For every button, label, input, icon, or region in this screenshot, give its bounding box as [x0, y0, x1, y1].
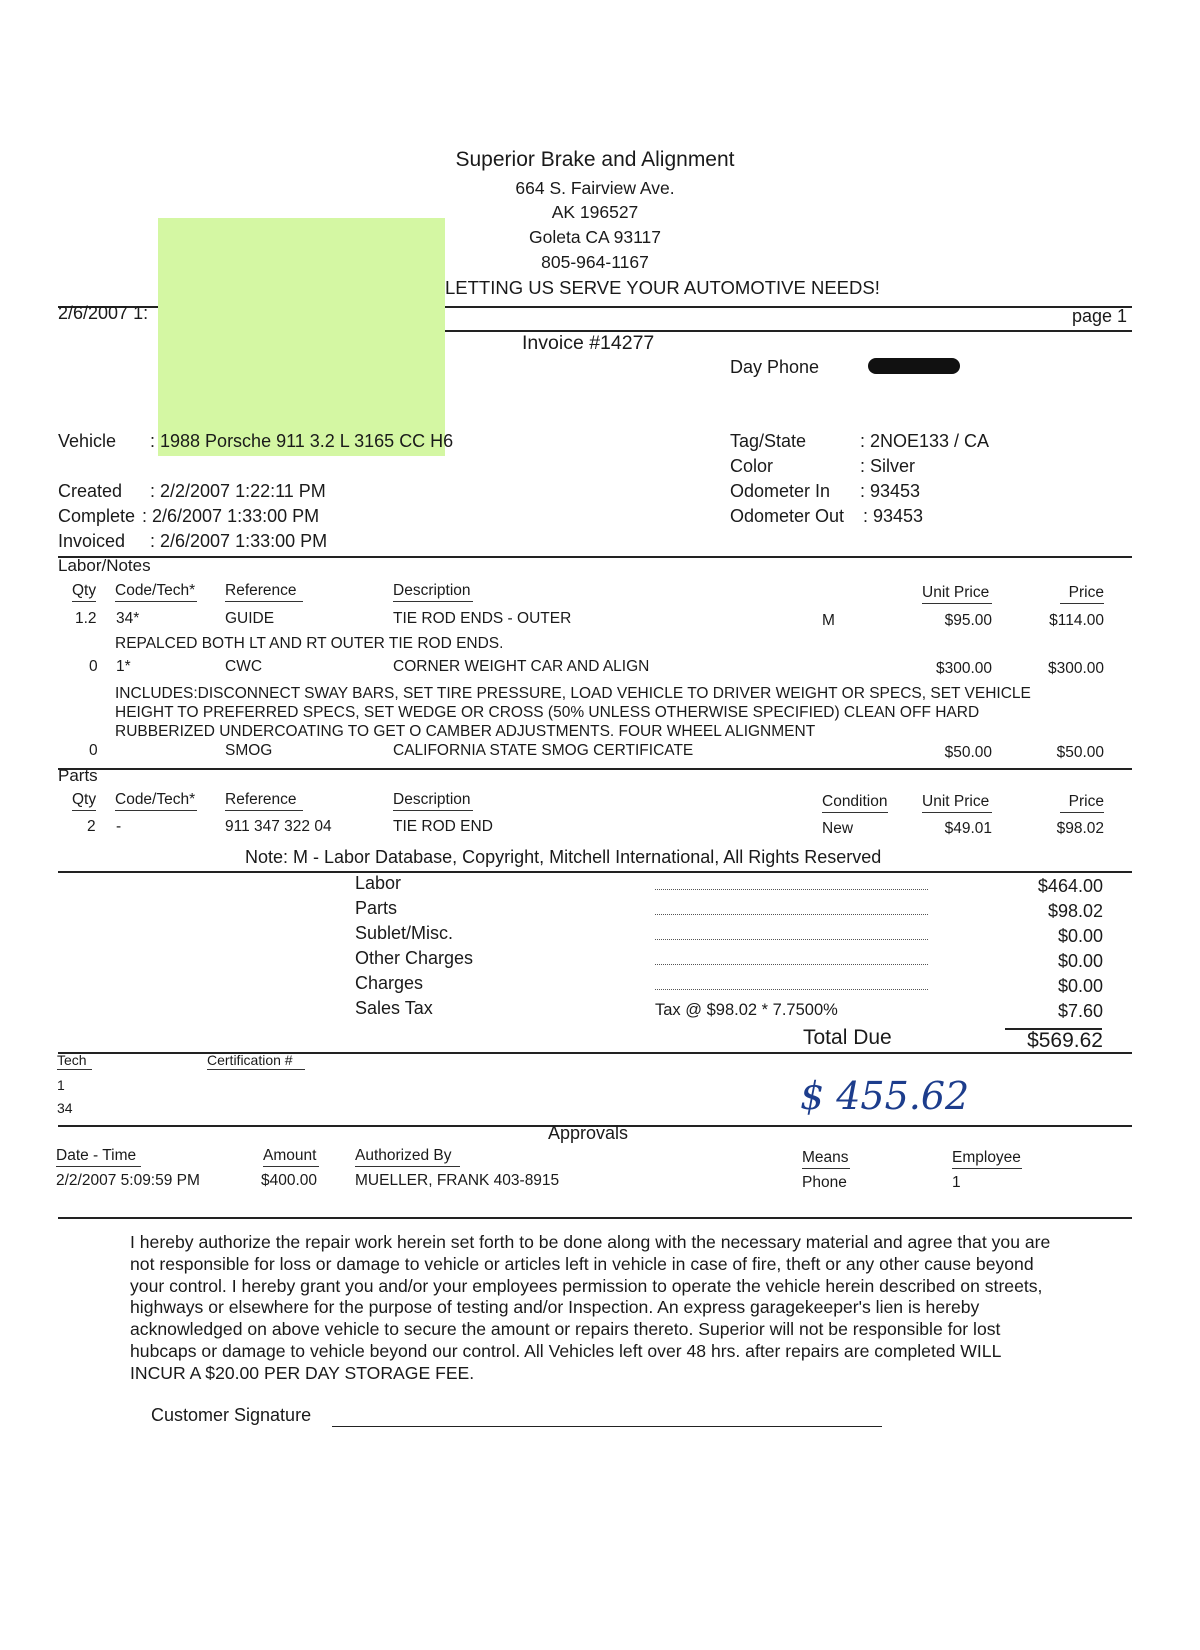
redaction-bar — [868, 358, 960, 374]
authorization-text: I hereby authorize the repair work herein set forth to be done along with the necessary material and agree that you are not responsible for loss or damage to vehicle or articles left in vehicle in case of fire, theft or any other cause beyond your control. I hereby grant you and/or your employees permission to operate the vehicle herein described on streets, highways or elsewhere for the purpose of testing and/or Inspection. An express garagekeeper's lien is hereby acknowledged on above vehicle to secure the amount or repairs thereto. Superior will not be responsible for lost hubcaps or damage to vehicle beyond our control. All Vehicles left over 48 hrs. after repairs are completed WILL INCUR A $20.00 PER DAY STORAGE FEE. — [130, 1232, 1051, 1383]
leader-dots — [655, 914, 928, 915]
parts-col-reference: Reference — [225, 791, 303, 811]
complete-value: : 2/6/2007 1:33:00 PM — [142, 506, 320, 526]
labor-qty: 1.2 — [75, 610, 97, 627]
parts-description: TIE ROD END — [393, 818, 493, 835]
shop-slogan: LETTING US SERVE YOUR AUTOMOTIVE NEEDS! — [445, 277, 880, 298]
labor-col-description: Description — [393, 582, 473, 602]
parts-reference: 911 347 322 04 — [225, 818, 332, 835]
invoice-number: Invoice #14277 — [522, 332, 655, 354]
labor-qty: 0 — [89, 658, 98, 675]
approvals-title: Approvals — [548, 1123, 629, 1143]
created-value: : 2/2/2007 1:22:11 PM — [150, 481, 326, 501]
labor-note-line: RUBBERIZED UNDERCOATING TO GET O CAMBER ADJUSTMENTS. FOUR WHEEL ALIGNMENT — [115, 723, 816, 740]
leader-dots — [655, 889, 928, 890]
totals-labor-label: Labor — [355, 873, 402, 893]
odometer-in-label: Odometer In — [730, 481, 831, 501]
parts-unit-price: $49.01 — [944, 820, 992, 837]
parts-col-code: Code/Tech* — [115, 791, 197, 811]
labor-col-price: Price — [1060, 584, 1104, 604]
labor-col-qty: Qty — [72, 582, 96, 602]
labor-reference: GUIDE — [225, 610, 275, 627]
totals-sublet-value: $0.00 — [1057, 926, 1103, 946]
total-due-value: $569.62 — [1027, 1029, 1103, 1052]
parts-code: - — [116, 818, 122, 835]
approval-authorized-by: MUELLER, FRANK 403-8915 — [355, 1172, 560, 1189]
leader-dots — [655, 964, 928, 965]
complete-label: Complete — [58, 506, 136, 526]
totals-other-value: $0.00 — [1057, 951, 1103, 971]
totals-other-label: Other Charges — [355, 948, 474, 968]
labor-note: REPALCED BOTH LT AND RT OUTER TIE ROD ENDS. — [115, 635, 504, 652]
invoiced-label: Invoiced — [58, 531, 126, 551]
color-label: Color — [730, 456, 774, 476]
labor-reference: SMOG — [225, 742, 273, 759]
labor-description: CALIFORNIA STATE SMOG CERTIFICATE — [393, 742, 694, 759]
labor-unit-price: $50.00 — [944, 744, 992, 761]
vehicle-label: Vehicle — [58, 431, 117, 451]
labor-price: $114.00 — [1049, 612, 1104, 629]
divider — [58, 1217, 1132, 1219]
color-value: : Silver — [860, 456, 916, 476]
divider — [58, 768, 1132, 770]
totals-tax-label: Sales Tax — [355, 998, 433, 1018]
approvals-col-authorized: Authorized By — [355, 1147, 460, 1167]
created-label: Created — [58, 481, 123, 501]
totals-tax-value: $7.60 — [1057, 1001, 1103, 1021]
labor-note-line: INCLUDES:DISCONNECT SWAY BARS, SET TIRE PRESSURE, LOAD VEHICLE TO DRIVER WEIGHT OR SPECS, SET VEHICLE — [115, 685, 1031, 702]
vehicle-value: : 1988 Porsche 911 3.2 L 3165 CC H6 — [150, 431, 454, 451]
tag-label: Tag/State — [730, 431, 807, 451]
totals-labor-value: $464.00 — [1037, 876, 1103, 896]
date-partial: 2/6/2007 1: — [58, 303, 149, 323]
divider — [58, 556, 1132, 558]
approval-employee: 1 — [952, 1174, 961, 1191]
shop-license: AK 196527 — [551, 202, 639, 222]
approval-means: Phone — [802, 1174, 847, 1191]
labor-note-line: HEIGHT TO PREFERRED SPECS, SET WEDGE OR CROSS (50% UNLESS OTHERWISE SPECIFIED) CLEAN OFF HARD — [115, 704, 980, 721]
totals-charges-value: $0.00 — [1057, 976, 1103, 996]
approvals-col-means: Means — [802, 1149, 850, 1169]
labor-section-title: Labor/Notes — [58, 556, 151, 575]
parts-section-title: Parts — [58, 766, 98, 785]
shop-name: Superior Brake and Alignment — [455, 148, 735, 171]
day-phone-label: Day Phone — [730, 357, 820, 377]
handwritten-amount: $ 455.62 — [800, 1074, 970, 1118]
labor-code: 34* — [116, 610, 140, 627]
sticky-note — [158, 218, 445, 456]
labor-description: TIE ROD ENDS - OUTER — [393, 610, 572, 627]
totals-parts-label: Parts — [355, 898, 398, 918]
parts-col-description: Description — [393, 791, 473, 811]
signature-label: Customer Signature — [151, 1405, 312, 1425]
parts-col-price: Price — [1060, 793, 1104, 813]
approvals-col-date: Date - Time — [56, 1147, 141, 1167]
totals-tax-calc: Tax @ $98.02 * 7.7500% — [655, 1001, 838, 1019]
totals-charges-label: Charges — [355, 973, 424, 993]
certification-label: Certification # — [207, 1052, 305, 1070]
labor-reference: CWC — [225, 658, 263, 675]
parts-col-qty: Qty — [72, 791, 96, 811]
labor-price: $300.00 — [1047, 660, 1104, 677]
shop-phone: 805-964-1167 — [541, 252, 649, 272]
parts-price: $98.02 — [1056, 820, 1104, 837]
labor-qty: 0 — [89, 742, 98, 759]
divider — [58, 871, 1132, 873]
labor-code: 1* — [116, 658, 131, 675]
tag-value: : 2NOE133 / CA — [860, 431, 990, 451]
parts-qty: 2 — [87, 818, 96, 835]
shop-address: 664 S. Fairview Ave. — [515, 178, 675, 198]
signature-line[interactable] — [332, 1426, 882, 1427]
parts-col-unit-price: Unit Price — [922, 793, 992, 813]
tech-id: 1 — [57, 1077, 65, 1093]
page-number: page 1 — [1072, 306, 1128, 326]
approvals-col-amount: Amount — [263, 1147, 319, 1167]
odometer-out-value: : 93453 — [863, 506, 924, 526]
shop-city: Goleta CA 93117 — [529, 227, 661, 247]
tech-id: 34 — [57, 1100, 73, 1116]
leader-dots — [655, 989, 928, 990]
parts-condition: New — [822, 820, 854, 837]
odometer-out-label: Odometer Out — [730, 506, 845, 526]
mitchell-note: Note: M - Labor Database, Copyright, Mitchell International, All Rights Reserved — [245, 847, 882, 867]
totals-parts-value: $98.02 — [1047, 901, 1103, 921]
labor-col-reference: Reference — [225, 582, 303, 602]
leader-dots — [655, 939, 928, 940]
labor-price: $50.00 — [1056, 744, 1104, 761]
labor-col-code: Code/Tech* — [115, 582, 197, 602]
approvals-col-employee: Employee — [952, 1149, 1022, 1169]
labor-unit-price: $300.00 — [935, 660, 992, 677]
approval-date: 2/2/2007 5:09:59 PM — [56, 1172, 200, 1189]
labor-col-unit-price: Unit Price — [922, 584, 992, 604]
tech-label: Tech — [57, 1052, 92, 1070]
odometer-in-value: : 93453 — [860, 481, 921, 501]
labor-unit-price: $95.00 — [944, 612, 992, 629]
total-due-label: Total Due — [803, 1026, 892, 1049]
invoiced-value: : 2/6/2007 1:33:00 PM — [150, 531, 328, 551]
approval-amount: $400.00 — [261, 1172, 318, 1189]
labor-description: CORNER WEIGHT CAR AND ALIGN — [393, 658, 650, 675]
totals-sublet-label: Sublet/Misc. — [355, 923, 454, 943]
labor-flag: M — [822, 612, 835, 629]
parts-col-condition: Condition — [822, 793, 888, 813]
